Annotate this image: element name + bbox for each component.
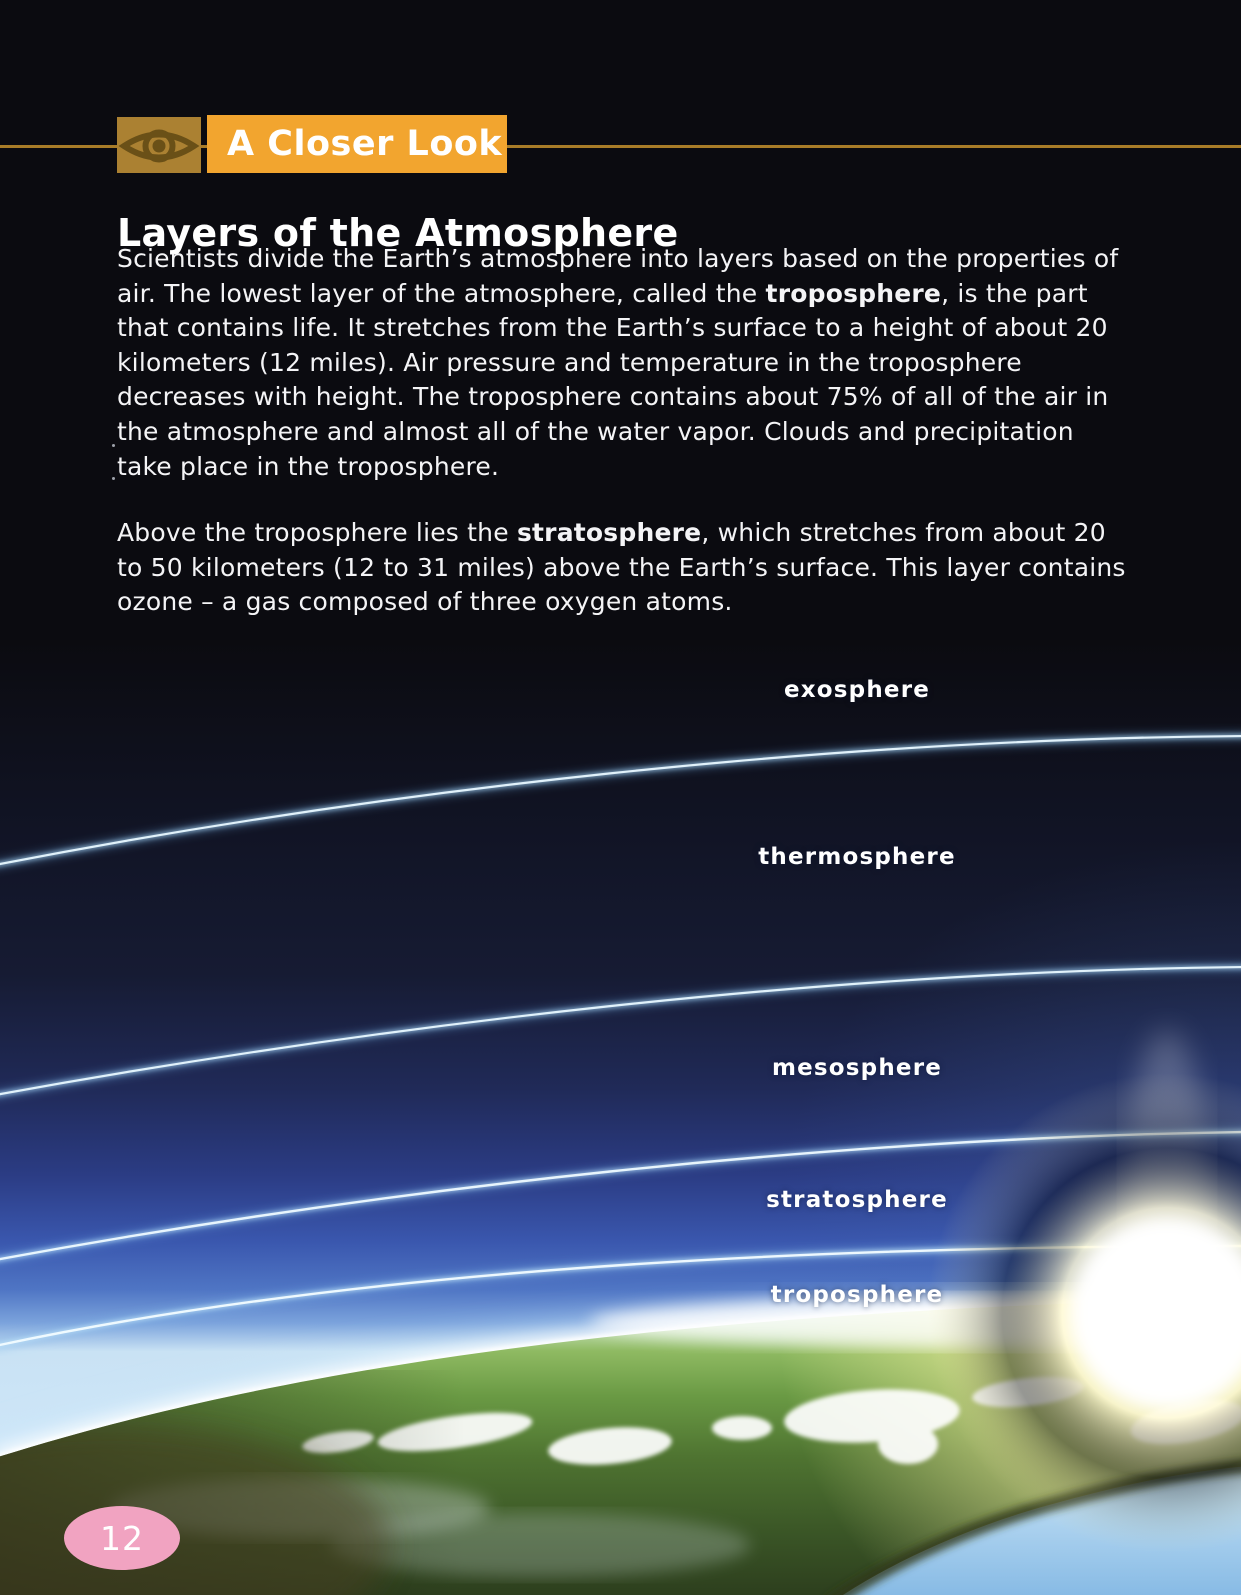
eye-icon xyxy=(118,121,200,171)
closer-look-banner xyxy=(207,115,507,173)
paragraph-troposphere xyxy=(117,242,1133,484)
page-number: 12 xyxy=(100,1518,144,1558)
page-number-badge xyxy=(64,1506,180,1570)
closer-look-label: A Closer Look xyxy=(227,124,503,164)
page-title: Layers of the Atmosphere xyxy=(117,211,679,256)
label-thermosphere: thermosphere xyxy=(758,844,956,870)
paragraph-stratosphere xyxy=(117,516,1133,620)
paragraph-text: Above the troposphere lies the xyxy=(117,518,517,548)
atmosphere-diagram-image xyxy=(0,640,1241,1595)
label-exosphere: exosphere xyxy=(783,677,931,703)
paragraph-text: Scientists divide the Earth’s atmosphere into layers based on the properties of air. The lowest layer of the atmosphere, called the xyxy=(117,244,1119,308)
closer-look-icon-box xyxy=(117,117,201,173)
keyword-stratosphere: stratosphere xyxy=(516,518,702,548)
label-troposphere: troposphere xyxy=(770,1282,944,1308)
paragraph-text: , is the part that contains life. It stretches from the Earth’s surface to a height of about 20 kilometers (12 miles). Air pressure and temperature in the troposphere decreases with height. The troposphere contains about 75% of all of the air in the atmosphere and almost all of the water vapor. Clouds and precipitation take place in the troposphere. xyxy=(117,278,1109,481)
star-speck xyxy=(112,444,115,447)
paragraph-text: , which stretches from about 20 to 50 kilometers (12 to 31 miles) above the Earth’s surface. This layer contains ozone – a gas composed of three oxygen atoms. xyxy=(117,518,1126,617)
body-text xyxy=(117,242,1133,652)
label-stratosphere: stratosphere xyxy=(766,1187,948,1213)
keyword-troposphere: troposphere xyxy=(765,278,942,308)
label-mesosphere: mesosphere xyxy=(771,1055,943,1081)
star-speck xyxy=(112,477,115,480)
